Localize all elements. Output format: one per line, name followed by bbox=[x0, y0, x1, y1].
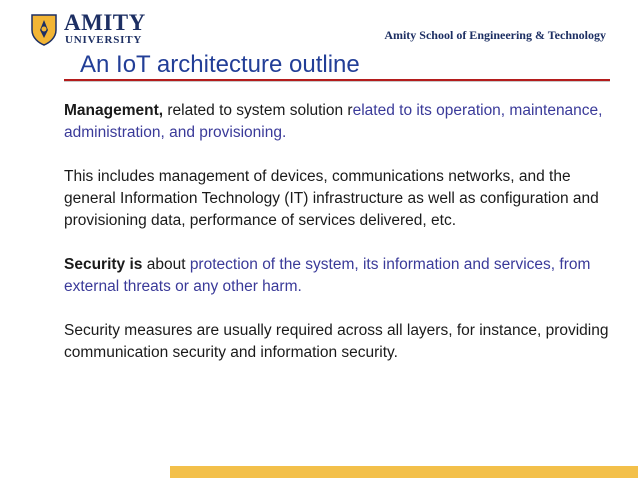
logo-amity-text: AMITY bbox=[64, 10, 146, 35]
security-highlight: protection of the system, its information and services, from external threats or any other harm. bbox=[64, 256, 591, 295]
management-text: related to system solution r bbox=[163, 102, 353, 119]
slide-header bbox=[0, 0, 638, 52]
slide-title: An IoT architecture outline bbox=[80, 51, 360, 78]
paragraph-security bbox=[64, 254, 620, 298]
title-underline-shadow bbox=[64, 81, 610, 82]
footer-accent-bar bbox=[170, 466, 638, 478]
paragraph-security-detail: Security measures are usually required across all layers, for instance, providing communication security and information security. bbox=[64, 322, 609, 361]
logo-university-text: UNIVERSITY bbox=[65, 34, 143, 46]
paragraph-management-detail: This includes management of devices, communications networks, and the general Information Technology (IT) infrastructure as well as configuration and provisioning data, performance of services delivered, etc. bbox=[64, 168, 599, 229]
management-highlight: elated to its operation, maintenance, administration, and provisioning. bbox=[64, 102, 603, 141]
amity-logo bbox=[28, 10, 158, 50]
security-term: Security is bbox=[64, 256, 143, 273]
shield-logo-icon bbox=[30, 12, 58, 46]
school-name: Amity School of Engineering & Technology bbox=[384, 28, 606, 42]
slide-body bbox=[64, 100, 620, 386]
management-term: Management, bbox=[64, 102, 164, 119]
security-text: about bbox=[142, 256, 190, 273]
paragraph-management bbox=[64, 100, 620, 144]
